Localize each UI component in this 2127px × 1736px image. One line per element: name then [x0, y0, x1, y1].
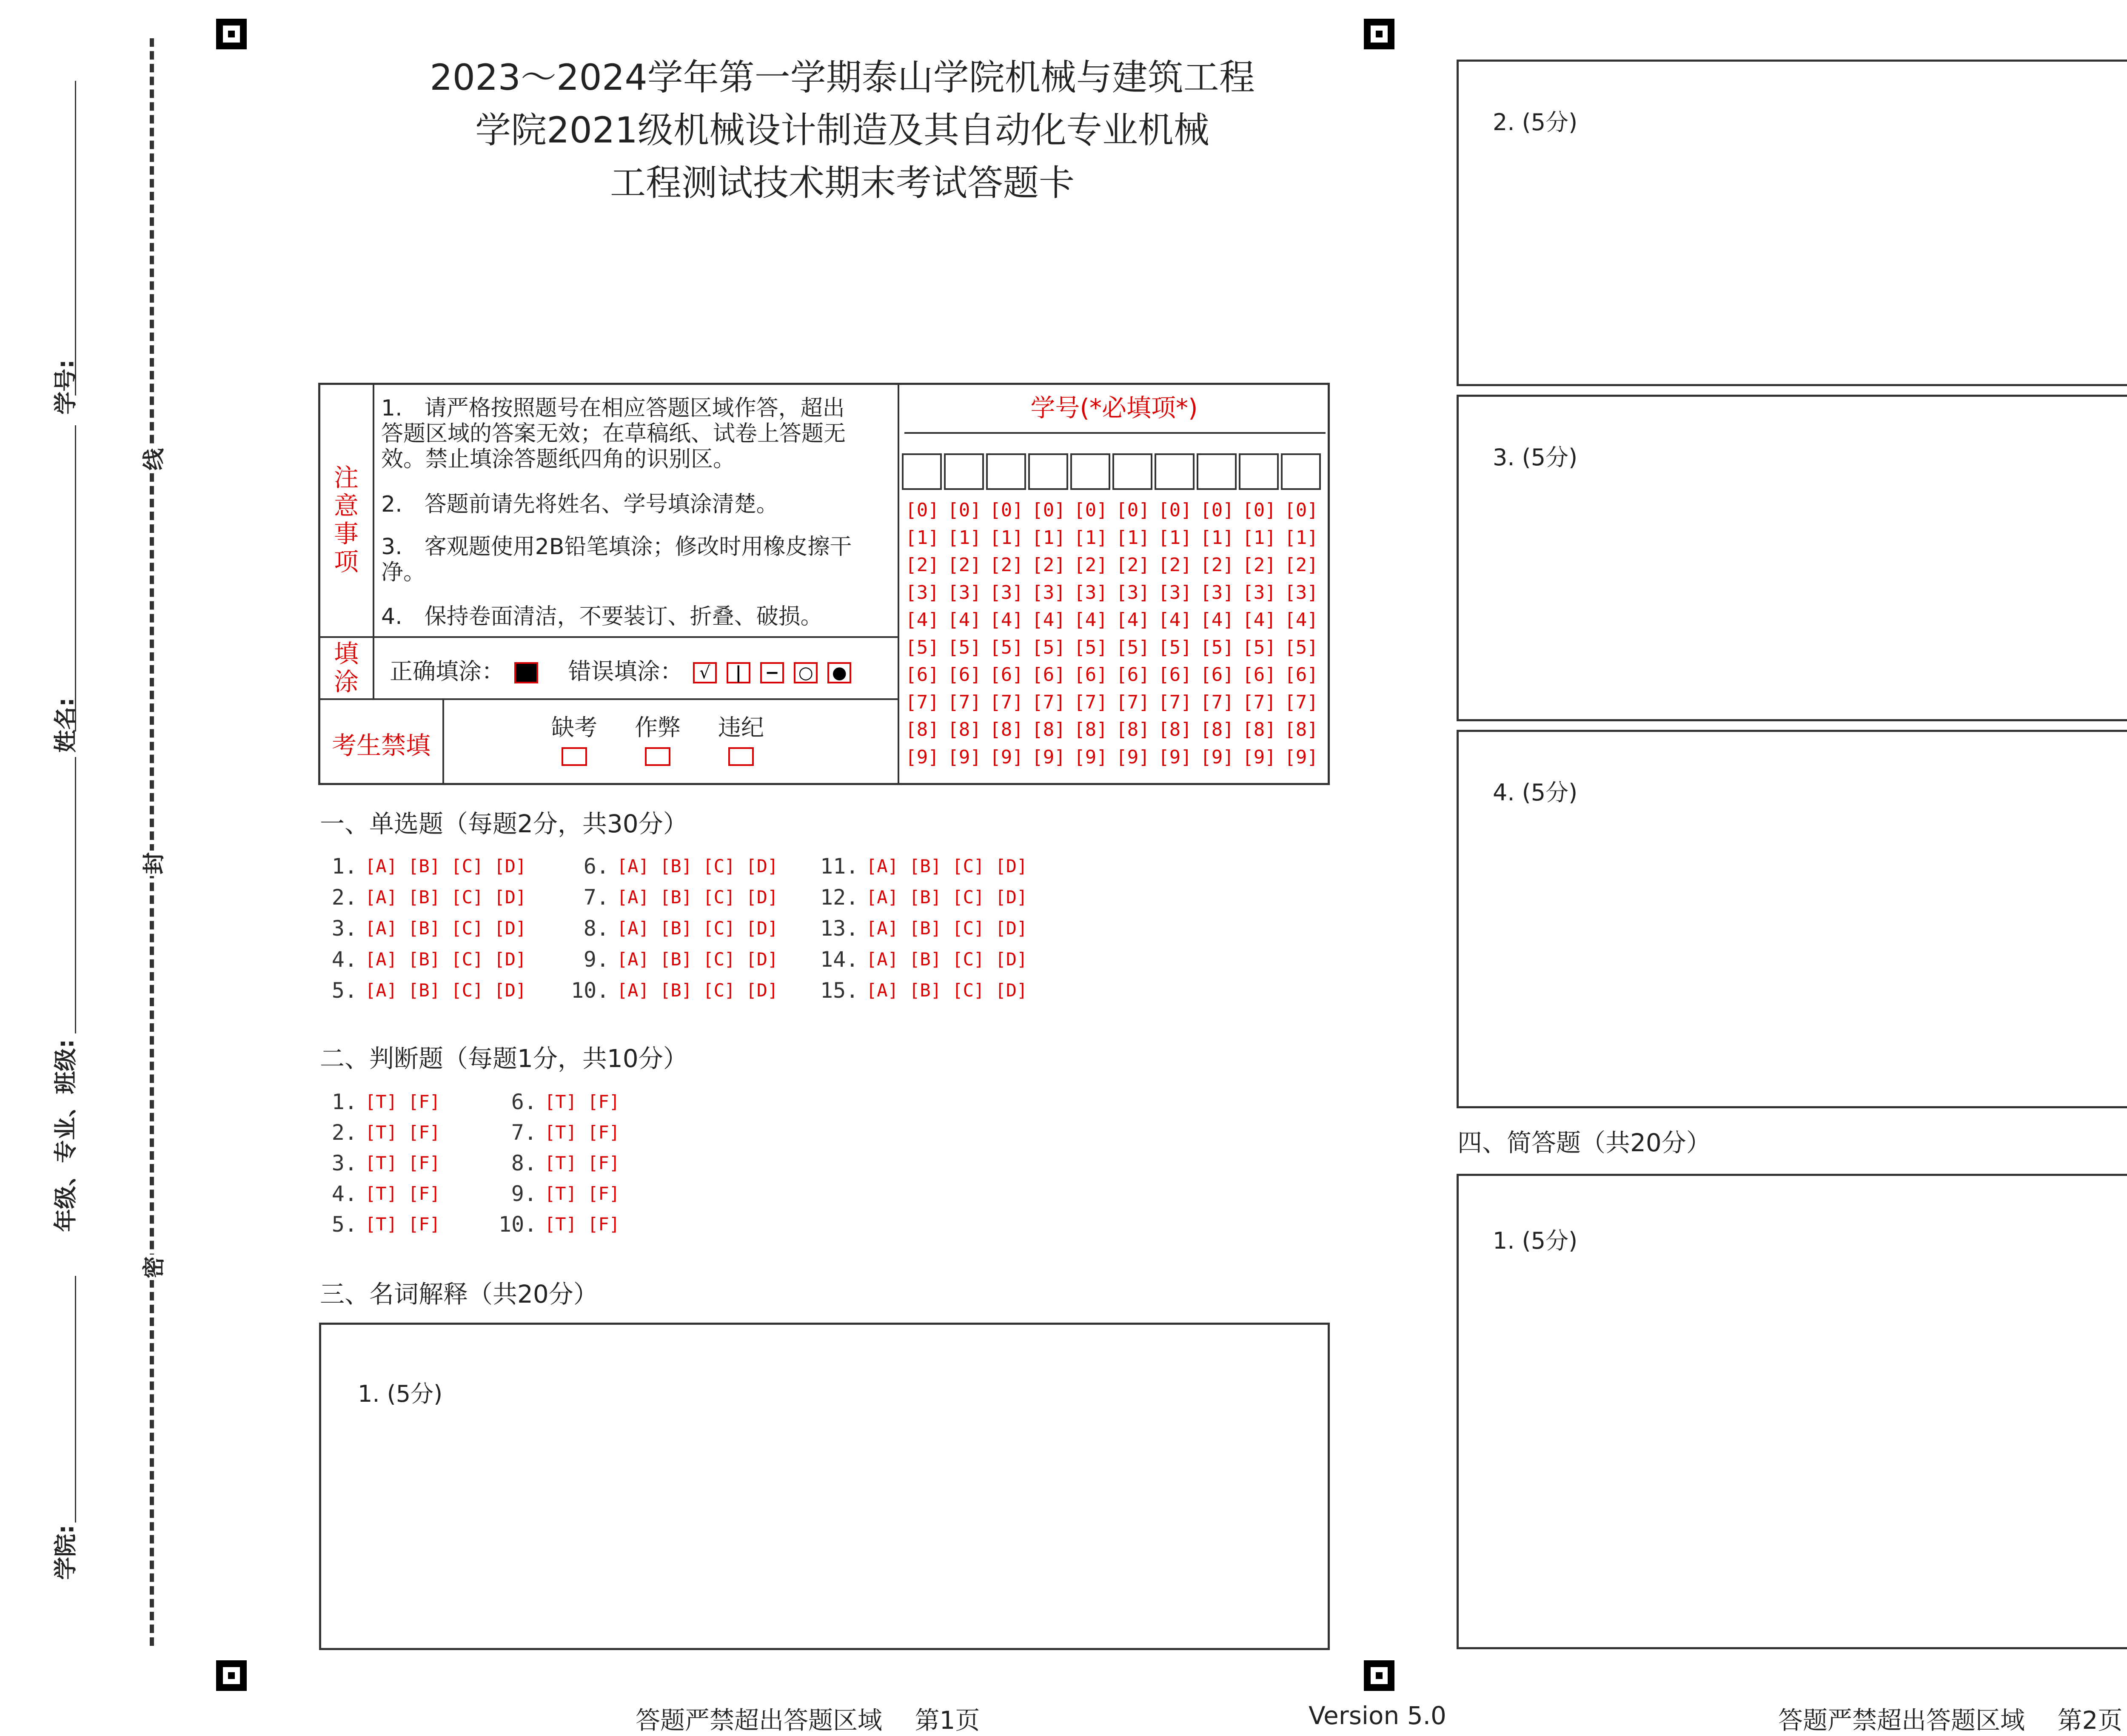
student-id-bubble[interactable]: [2]: [905, 554, 939, 576]
student-id-bubble[interactable]: [9]: [1032, 746, 1066, 768]
binding-line-college: [75, 1276, 76, 1523]
fill-wrong-sample-dot: ●: [827, 662, 851, 683]
section3-answer-box-1[interactable]: [319, 1323, 1330, 1650]
student-id-cell-9[interactable]: [1239, 453, 1279, 490]
forbidden-option-violation: [711, 709, 771, 766]
forbidden-option-violation-box[interactable]: [728, 747, 754, 766]
student-id-cell-6[interactable]: [1112, 453, 1152, 490]
student-id-bubble[interactable]: [1]: [1032, 526, 1066, 549]
student-id-bubble[interactable]: [3]: [1032, 581, 1066, 603]
student-id-bubble[interactable]: [2]: [1116, 554, 1150, 576]
section1-question-number: 12.: [820, 885, 859, 910]
notice-item-2: 2. 答题前请先将姓名、学号填涂清楚。: [381, 492, 778, 517]
student-id-heading: 学号(*必填项*): [1030, 393, 1198, 422]
student-id-bubble[interactable]: [6]: [1200, 664, 1234, 686]
section2-question-options[interactable]: [T] [F]: [545, 1153, 620, 1173]
student-id-bubble[interactable]: [0]: [989, 499, 1024, 521]
student-id-bubble[interactable]: [5]: [1032, 636, 1066, 658]
footer-version: Version 5.0: [1309, 1701, 1446, 1730]
section2-question-number: 5.: [331, 1212, 357, 1237]
student-id-bubble[interactable]: [3]: [1074, 581, 1108, 603]
section1-question-options[interactable]: [A] [B] [C] [D]: [365, 918, 527, 939]
fill-heading: [320, 640, 373, 696]
student-id-bubble[interactable]: [7]: [989, 691, 1024, 713]
student-id-bubble[interactable]: [7]: [1116, 691, 1150, 713]
exam-title-line-3: 工程测试技术期末考试答题卡: [610, 162, 1075, 204]
seal-mark-seal: 封: [132, 851, 172, 876]
student-id-bubble[interactable]: [1]: [1284, 526, 1318, 549]
forbidden-option-absent-box[interactable]: [562, 747, 587, 766]
student-id-bubble[interactable]: [6]: [1074, 664, 1108, 686]
section2-question-number: 4.: [331, 1181, 357, 1206]
student-id-bubble[interactable]: [8]: [1074, 719, 1108, 740]
section1-question-number: 15.: [820, 978, 859, 1003]
student-id-bubble[interactable]: [4]: [1242, 609, 1276, 631]
student-id-bubble[interactable]: [8]: [1032, 719, 1066, 740]
page2-question-2-label: 2. (5分): [1493, 109, 1578, 136]
section1-question-number: 14.: [820, 947, 859, 972]
student-id-bubble[interactable]: [1]: [1158, 526, 1192, 549]
section1-question-number: 11.: [820, 854, 859, 879]
seal-mark-line: 线: [132, 447, 172, 472]
student-id-bubble[interactable]: [8]: [1158, 719, 1192, 740]
forbidden-option-cheat-label: 作弊: [635, 714, 681, 741]
binding-line-xuehao: [75, 81, 76, 396]
student-id-bubble[interactable]: [0]: [1284, 499, 1318, 521]
section1-question-options[interactable]: [A] [B] [C] [D]: [617, 887, 778, 908]
notice-bottom-line: [319, 636, 898, 638]
section2-question-options[interactable]: [T] [F]: [545, 1122, 620, 1143]
student-id-bubble[interactable]: [4]: [1158, 609, 1192, 631]
forbidden-option-absent-label: 缺考: [551, 714, 597, 741]
student-id-bubble[interactable]: [7]: [1158, 691, 1192, 713]
section2-question-options[interactable]: [T] [F]: [365, 1214, 441, 1235]
binding-line-xingming: [75, 425, 76, 731]
student-id-cell-4[interactable]: [1028, 453, 1068, 490]
student-id-bubble[interactable]: [6]: [1284, 664, 1318, 686]
student-id-bubble[interactable]: [1]: [1116, 526, 1150, 549]
student-id-bubble[interactable]: [1]: [1074, 526, 1108, 549]
fill-correct-label: 正确填涂：: [390, 658, 505, 685]
fill-heading-char-2: 涂: [334, 667, 359, 696]
student-id-bubble[interactable]: [8]: [947, 719, 981, 740]
student-id-bubble[interactable]: [3]: [1200, 581, 1234, 603]
section1-question-options[interactable]: [A] [B] [C] [D]: [866, 856, 1028, 877]
student-id-bubble[interactable]: [2]: [1032, 554, 1066, 576]
student-id-bubble[interactable]: [7]: [1242, 691, 1276, 713]
student-id-bubble[interactable]: [0]: [1032, 499, 1066, 521]
section1-title: 一、单选题（每题2分，共30分）: [320, 809, 688, 838]
section2-question-number: 6.: [511, 1090, 537, 1114]
student-id-bubble[interactable]: [5]: [947, 636, 981, 658]
student-id-bubble[interactable]: [0]: [947, 499, 981, 521]
notice-heading-divider: [373, 384, 374, 637]
section4-answer-box-1[interactable]: [1457, 1174, 2127, 1649]
student-id-bubble[interactable]: [1]: [1200, 526, 1234, 549]
forbidden-heading-divider: [442, 699, 444, 784]
student-id-bubble[interactable]: [8]: [1284, 719, 1318, 740]
binding-label-college: 学院:: [52, 1525, 79, 1580]
page2-question-3-label: 3. (5分): [1493, 444, 1578, 471]
notice-heading: [320, 464, 373, 576]
student-id-bubble[interactable]: [5]: [1200, 636, 1234, 658]
registration-marker-bottom-left: [216, 1660, 247, 1691]
footer-page-1: 答题严禁超出答题区域 第1页: [636, 1706, 980, 1735]
section1-question-options[interactable]: [A] [B] [C] [D]: [365, 949, 527, 970]
section1-question-number: 3.: [331, 916, 357, 941]
student-id-bubble[interactable]: [7]: [1074, 691, 1108, 713]
binding-label-student-id: 学号:: [52, 359, 79, 415]
fill-wrong-sample-bar: |: [727, 662, 750, 683]
student-id-bubble[interactable]: [6]: [947, 664, 981, 686]
registration-marker-top-center: [1364, 19, 1394, 49]
student-id-bubble[interactable]: [8]: [1116, 719, 1150, 740]
student-id-bubble[interactable]: [7]: [905, 691, 939, 713]
section2-question-options[interactable]: [T] [F]: [365, 1183, 441, 1204]
student-id-bubble[interactable]: [9]: [1284, 746, 1318, 768]
student-id-bubble[interactable]: [3]: [1242, 581, 1276, 603]
student-id-bubble[interactable]: [4]: [1074, 609, 1108, 631]
section1-question-options[interactable]: [A] [B] [C] [D]: [866, 887, 1028, 908]
notice-item-4: 4. 保持卷面清洁，不要装订、折叠、破损。: [381, 604, 823, 629]
section3-title: 三、名词解释（共20分）: [320, 1280, 598, 1309]
student-id-bubble[interactable]: [2]: [947, 554, 981, 576]
student-id-bubble[interactable]: [4]: [1284, 609, 1318, 631]
student-id-bubble[interactable]: [8]: [905, 719, 939, 740]
exam-title: [315, 51, 1370, 209]
student-id-bubble[interactable]: [9]: [1158, 746, 1192, 768]
section2-question-options[interactable]: [T] [F]: [545, 1214, 620, 1235]
student-id-bubble[interactable]: [1]: [947, 526, 981, 549]
section2-question-options[interactable]: [T] [F]: [365, 1091, 441, 1112]
section2-question-number: 10.: [499, 1212, 537, 1237]
student-id-bubble[interactable]: [2]: [1074, 554, 1108, 576]
student-id-bubble[interactable]: [5]: [1116, 636, 1150, 658]
section2-question-options[interactable]: [T] [F]: [365, 1122, 441, 1143]
section2-question-number: 1.: [331, 1090, 357, 1114]
student-id-bubble[interactable]: [3]: [905, 581, 939, 603]
student-id-bubble[interactable]: [5]: [1242, 636, 1276, 658]
exam-title-line-2: 学院2021级机械设计制造及其自动化专业机械: [475, 109, 1209, 151]
student-id-bubble[interactable]: [6]: [905, 664, 939, 686]
section1-question-number: 2.: [331, 885, 357, 910]
student-id-bubble[interactable]: [9]: [989, 746, 1024, 768]
section1-question-options[interactable]: [A] [B] [C] [D]: [866, 980, 1028, 1001]
student-id-bubble[interactable]: [4]: [1032, 609, 1066, 631]
section2-question-options[interactable]: [T] [F]: [545, 1183, 620, 1204]
fill-bottom-line: [319, 698, 898, 700]
forbidden-option-absent: [545, 709, 604, 766]
student-id-bubble[interactable]: [0]: [1200, 499, 1234, 521]
student-id-bubble[interactable]: [9]: [1200, 746, 1234, 768]
student-id-bubble[interactable]: [1]: [1242, 526, 1276, 549]
section1-question-number: 6.: [583, 854, 609, 879]
page2-answer-box-q2[interactable]: [1457, 60, 2127, 386]
section2-title: 二、判断题（每题1分，共10分）: [320, 1044, 688, 1073]
student-id-bubble[interactable]: [5]: [1284, 636, 1318, 658]
section1-question-number: 10.: [571, 978, 610, 1003]
section1-question-options[interactable]: [A] [B] [C] [D]: [365, 856, 527, 877]
student-id-bubble[interactable]: [0]: [1242, 499, 1276, 521]
student-id-bubble[interactable]: [2]: [989, 554, 1024, 576]
notice-item-1: 1. 请严格按照题号在相应答题区域作答，超出答题区域的答案无效；在草稿纸、试卷上答题无效。禁止填涂答题纸四角的识别区。: [381, 396, 846, 472]
student-id-bubble[interactable]: [0]: [905, 499, 939, 521]
notice-heading-char-1: 注: [334, 463, 359, 492]
section1-question-options[interactable]: [A] [B] [C] [D]: [365, 887, 527, 908]
footer-page-2: 答题严禁超出答题区域 第2页: [1778, 1706, 2123, 1735]
binding-line-major: [75, 757, 76, 1033]
fill-wrong-sample-check: √: [693, 662, 717, 683]
fill-heading-divider: [373, 637, 374, 699]
section1-question-number: 7.: [583, 885, 609, 910]
student-id-cell-7[interactable]: [1155, 453, 1195, 490]
student-id-bubble[interactable]: [2]: [1200, 554, 1234, 576]
seal-mark-secret: 密: [132, 1255, 172, 1280]
info-table-divider: [898, 384, 899, 784]
student-id-bubble[interactable]: [0]: [1116, 499, 1150, 521]
notice-heading-char-4: 项: [334, 547, 359, 576]
registration-marker-top-left: [216, 19, 247, 49]
page2-question-4-label: 4. (5分): [1493, 779, 1578, 806]
binding-label-major: 年级、专业、班级:: [52, 1039, 79, 1232]
section2-question-options[interactable]: [T] [F]: [545, 1091, 620, 1112]
section4-title: 四、简答题（共20分）: [1457, 1128, 1711, 1157]
student-id-bubble[interactable]: [6]: [989, 664, 1024, 686]
fill-wrong-sample-circle: ○: [794, 662, 818, 683]
section1-question-options[interactable]: [A] [B] [C] [D]: [866, 949, 1028, 970]
student-id-bubble[interactable]: [2]: [1158, 554, 1192, 576]
notice-heading-char-3: 事: [334, 519, 359, 548]
section4-question-1-label: 1. (5分): [1493, 1227, 1578, 1254]
student-id-bubble[interactable]: [0]: [1074, 499, 1108, 521]
section2-question-number: 8.: [511, 1151, 537, 1175]
student-id-bubble[interactable]: [4]: [947, 609, 981, 631]
binding-label-name: 姓名:: [52, 697, 79, 753]
exam-title-line-1: 2023～2024学年第一学期泰山学院机械与建筑工程: [430, 57, 1255, 98]
section1-question-options[interactable]: [A] [B] [C] [D]: [617, 856, 778, 877]
forbidden-heading: 考生禁填: [331, 731, 431, 760]
student-id-bubble[interactable]: [4]: [1200, 609, 1234, 631]
section2-question-number: 9.: [511, 1181, 537, 1206]
student-id-bubble[interactable]: [3]: [1116, 581, 1150, 603]
student-id-bubble[interactable]: [4]: [989, 609, 1024, 631]
student-id-bubble[interactable]: [4]: [1116, 609, 1150, 631]
student-id-bubble[interactable]: [8]: [989, 719, 1024, 740]
forbidden-option-violation-label: 违纪: [718, 714, 764, 741]
student-id-bubble[interactable]: [3]: [947, 581, 981, 603]
section1-question-number: 4.: [331, 947, 357, 972]
section1-question-number: 8.: [583, 916, 609, 941]
student-id-bubble[interactable]: [1]: [905, 526, 939, 549]
notice-item-3: 3. 客观题使用2B铅笔填涂；修改时用橡皮擦干净。: [381, 534, 852, 585]
student-id-cell-10[interactable]: [1281, 453, 1321, 490]
forbidden-option-cheat-box[interactable]: [645, 747, 670, 766]
registration-marker-bottom-center: [1364, 1660, 1394, 1691]
student-id-bubble[interactable]: [5]: [1074, 636, 1108, 658]
section2-question-number: 7.: [511, 1120, 537, 1145]
student-id-bubble[interactable]: [5]: [905, 636, 939, 658]
student-id-bubble[interactable]: [2]: [1242, 554, 1276, 576]
student-id-bubble[interactable]: [8]: [1242, 719, 1276, 740]
student-id-bubble[interactable]: [1]: [989, 526, 1024, 549]
fill-wrong-sample-dash: −: [760, 662, 784, 683]
student-id-bubble[interactable]: [5]: [1158, 636, 1192, 658]
section2-question-number: 2.: [331, 1120, 357, 1145]
student-id-heading-line: [904, 432, 1326, 434]
student-id-bubble[interactable]: [7]: [1200, 691, 1234, 713]
student-id-bubble[interactable]: [9]: [905, 746, 939, 768]
page2-answer-box-q4[interactable]: [1457, 730, 2127, 1108]
section2-question-number: 3.: [331, 1151, 357, 1175]
section1-question-options[interactable]: [A] [B] [C] [D]: [617, 949, 778, 970]
forbidden-option-cheat: [628, 709, 687, 766]
section1-question-options[interactable]: [A] [B] [C] [D]: [365, 980, 527, 1001]
student-id-bubble[interactable]: [0]: [1158, 499, 1192, 521]
section1-question-number: 5.: [331, 978, 357, 1003]
student-id-bubble[interactable]: [3]: [989, 581, 1024, 603]
student-id-cell-1[interactable]: [902, 453, 942, 490]
page2-answer-box-q3[interactable]: [1457, 395, 2127, 721]
student-id-cell-5[interactable]: [1070, 453, 1110, 490]
student-id-bubble[interactable]: [9]: [1116, 746, 1150, 768]
section2-question-options[interactable]: [T] [F]: [365, 1153, 441, 1173]
student-id-bubble[interactable]: [3]: [1158, 581, 1192, 603]
student-id-bubble[interactable]: [6]: [1158, 664, 1192, 686]
student-id-bubble[interactable]: [6]: [1242, 664, 1276, 686]
student-id-bubble[interactable]: [9]: [947, 746, 981, 768]
student-id-bubble[interactable]: [2]: [1284, 554, 1318, 576]
student-id-bubble[interactable]: [9]: [1074, 746, 1108, 768]
fill-heading-char-1: 填: [334, 639, 359, 668]
binding-dashed-line: [150, 38, 154, 1646]
section3-question-1-label: 1. (5分): [358, 1380, 443, 1407]
fill-example-row: [390, 653, 851, 686]
section1-question-number: 9.: [583, 947, 609, 972]
section1-question-number: 1.: [331, 854, 357, 879]
student-id-bubble[interactable]: [6]: [1116, 664, 1150, 686]
student-id-cell-8[interactable]: [1197, 453, 1237, 490]
section1-question-options[interactable]: [A] [B] [C] [D]: [866, 918, 1028, 939]
student-id-bubble[interactable]: [7]: [947, 691, 981, 713]
section1-question-options[interactable]: [A] [B] [C] [D]: [617, 980, 778, 1001]
student-id-bubble[interactable]: [7]: [1032, 691, 1066, 713]
notice-heading-char-2: 意: [334, 491, 359, 520]
student-id-bubble[interactable]: [5]: [989, 636, 1024, 658]
student-id-bubble[interactable]: [7]: [1284, 691, 1318, 713]
student-id-bubble[interactable]: [4]: [905, 609, 939, 631]
student-id-bubble[interactable]: [6]: [1032, 664, 1066, 686]
section1-question-options[interactable]: [A] [B] [C] [D]: [617, 918, 778, 939]
fill-wrong-label: 错误填涂：: [568, 658, 683, 685]
student-id-bubble[interactable]: [3]: [1284, 581, 1318, 603]
section1-question-number: 13.: [820, 916, 859, 941]
fill-correct-sample: [514, 662, 538, 683]
student-id-bubble[interactable]: [9]: [1242, 746, 1276, 768]
student-id-cell-3[interactable]: [986, 453, 1026, 490]
student-id-cell-2[interactable]: [944, 453, 984, 490]
student-id-bubble[interactable]: [8]: [1200, 719, 1234, 740]
